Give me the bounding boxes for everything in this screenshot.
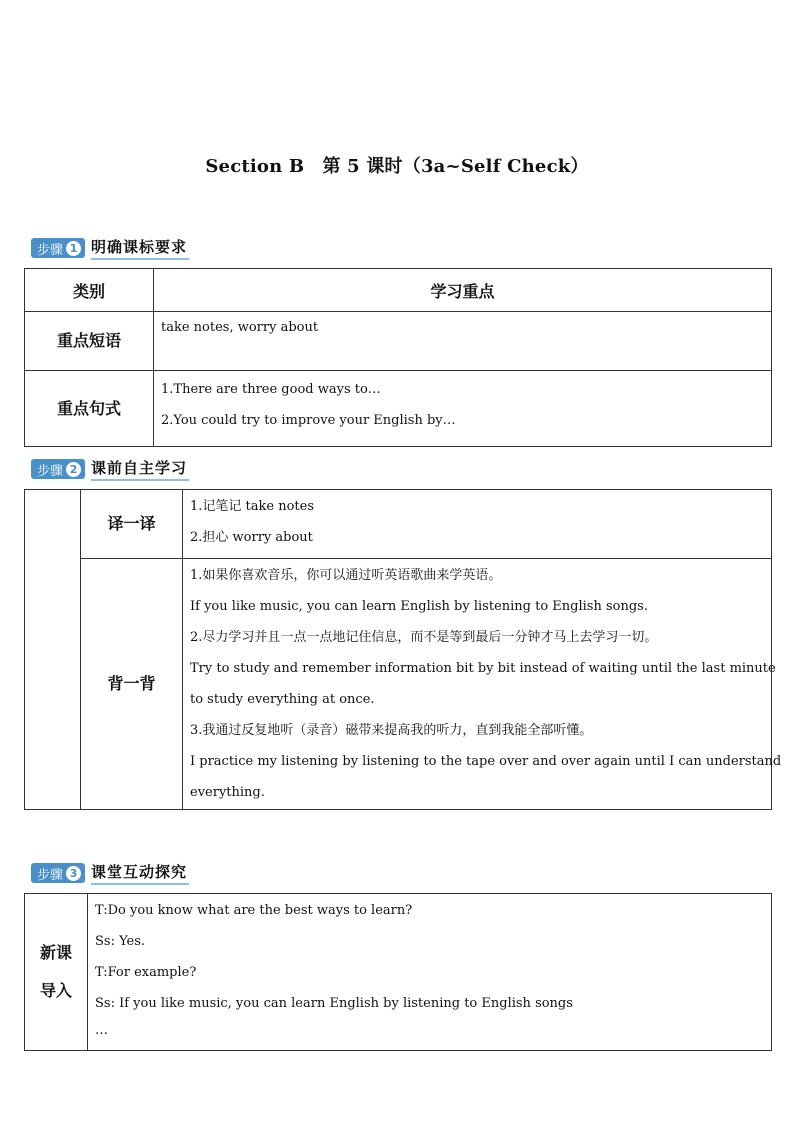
translate-line-2: 2.担心 worry about: [190, 530, 313, 545]
dialogue-line-3: T:For example?: [95, 965, 197, 980]
lesson-intro-label-1: 新课: [39, 943, 72, 962]
recite-line-2: If you like music, you can learn English by listening to English songs.: [190, 599, 648, 614]
row-content-sentences: [154, 371, 772, 447]
row-label-phrases: 重点短语: [25, 312, 154, 371]
recite-line-6: 3.我通过反复地听（录音）磁带来提高我的听力，直到我能全部听懂。: [190, 723, 593, 738]
step-3-heading: [31, 862, 189, 884]
step-2-heading: [31, 458, 189, 480]
step-1-number: 1: [66, 241, 81, 256]
sentence-line-2: 2.You could try to improve your English by…: [161, 413, 456, 428]
dialogue-line-4: Ss: If you like music, you can learn English by listening to English songs: [95, 996, 573, 1011]
row-label-lesson-intro: [25, 894, 88, 1051]
step-2-badge: [31, 459, 85, 479]
step-1-heading: [31, 237, 189, 259]
page-title: Section B 第 5 课时（3a~Self Check）: [205, 156, 589, 177]
dialogue-line-1: T:Do you know what are the best ways to learn?: [95, 903, 413, 918]
step-2-badge-label: 步骤: [37, 463, 64, 479]
step-2-empty-cell: [25, 490, 81, 810]
lesson-intro-label-2: 导入: [39, 981, 72, 1000]
step-2-table: [24, 489, 782, 810]
recite-line-5: to study everything at once.: [190, 692, 375, 707]
row-content-lesson-intro: [88, 894, 772, 1051]
row-content-recite: [183, 559, 782, 810]
step-1-badge: [31, 238, 85, 258]
step-1-badge-label: 步骤: [37, 242, 64, 258]
phrase-line: take notes, worry about: [161, 320, 319, 335]
row-content-translate: [183, 490, 772, 559]
step-3-title: 课堂互动探究: [91, 861, 189, 885]
row-label-translate: 译一译: [81, 490, 183, 559]
step-2-title: 课前自主学习: [91, 457, 189, 481]
step-3-number: 3: [66, 866, 81, 881]
row-content-phrases: [154, 312, 772, 371]
recite-line-3: 2.尽力学习并且一点一点地记住信息，而不是等到最后一分钟才马上去学习一切。: [190, 630, 658, 645]
header-focus: 学习重点: [154, 269, 772, 312]
row-label-recite: 背一背: [81, 559, 183, 810]
step-1-title: 明确课标要求: [91, 236, 189, 260]
step-3-badge-label: 步骤: [37, 867, 64, 883]
recite-line-7: I practice my listening by listening to the tape over and over again until I can understand: [190, 754, 782, 769]
recite-line-4: Try to study and remember information bit by bit instead of waiting until the last minute: [190, 661, 776, 676]
recite-line-1: 1.如果你喜欢音乐，你可以通过听英语歌曲来学英语。: [190, 568, 502, 583]
recite-line-8: everything.: [190, 785, 265, 800]
step-2-number: 2: [66, 462, 81, 477]
step-3-table: [24, 893, 772, 1051]
translate-line-1: 1.记笔记 take notes: [190, 499, 315, 514]
dialogue-line-5: …: [95, 1023, 108, 1038]
step-1-table: [24, 268, 772, 447]
dialogue-line-2: Ss: Yes.: [95, 934, 146, 949]
step-3-badge: [31, 863, 85, 883]
row-label-sentences: 重点句式: [25, 371, 154, 447]
sentence-line-1: 1.There are three good ways to…: [161, 382, 381, 397]
header-category: 类别: [25, 269, 154, 312]
